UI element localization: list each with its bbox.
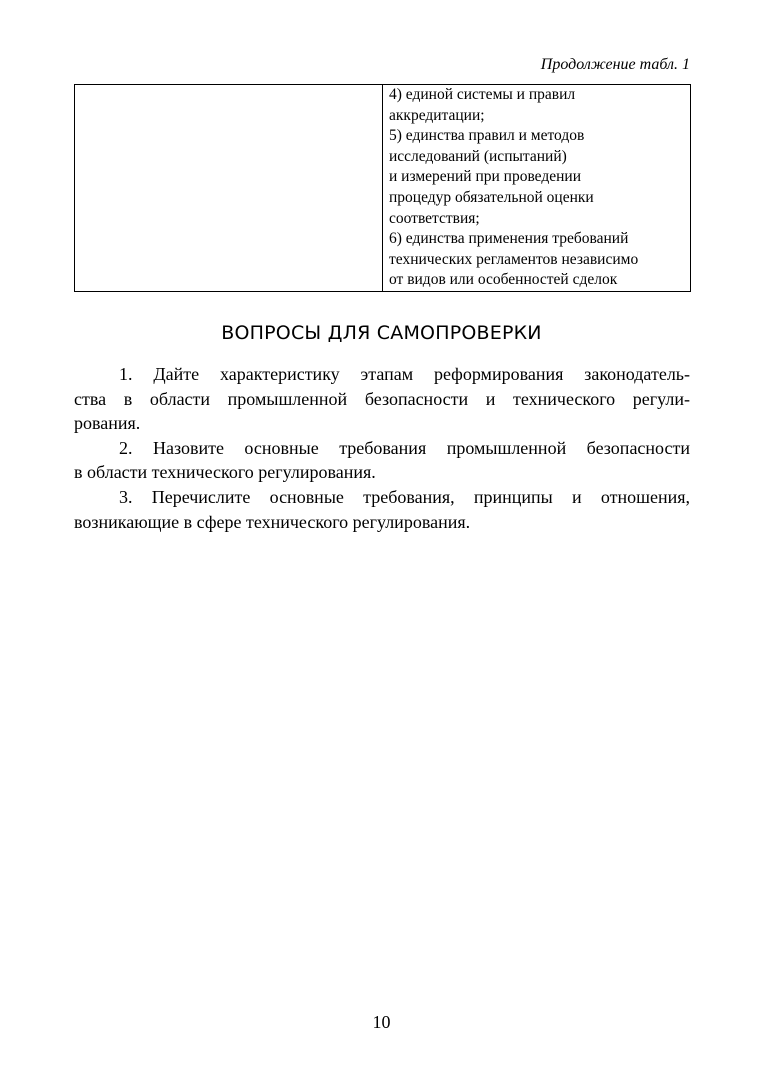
self-check-questions bbox=[74, 362, 690, 534]
cell-line: от видов или особенностей сделок bbox=[389, 271, 618, 289]
question-3 bbox=[74, 485, 690, 534]
page-number: 10 bbox=[372, 1012, 391, 1032]
question-line: 2. Назовите основные требования промышленной безопасности bbox=[119, 437, 690, 458]
question-line: возникающие в сфере технического регулирования. bbox=[74, 511, 471, 532]
requirements-list bbox=[383, 85, 690, 291]
question-line: ства в области промышленной безопасности и технического регули- bbox=[74, 388, 690, 409]
cell-line: процедур обязательной оценки bbox=[389, 188, 594, 206]
cell-line: соответствия; bbox=[389, 209, 480, 227]
cell-line: аккредитации; bbox=[389, 106, 485, 124]
table-continuation-label: Продолжение табл. 1 bbox=[540, 56, 690, 73]
question-line: 3. Перечислите основные требования, принципы и отношения, bbox=[119, 486, 690, 507]
question-1 bbox=[74, 362, 690, 436]
cell-line: 5) единства правил и методов bbox=[389, 127, 585, 145]
cell-line: 6) единства применения требований bbox=[389, 230, 629, 248]
table-row bbox=[75, 85, 691, 292]
cell-line: исследований (испытаний) bbox=[389, 147, 567, 165]
table-cell-left bbox=[75, 85, 383, 292]
cell-line: и измерений при проведении bbox=[389, 168, 582, 186]
continued-table bbox=[74, 84, 691, 292]
question-line: 1. Дайте характеристику этапам реформирования законодатель- bbox=[119, 364, 690, 384]
table-cell-right bbox=[383, 85, 691, 292]
cell-line: 4) единой системы и правил bbox=[389, 86, 576, 103]
section-heading: ВОПРОСЫ ДЛЯ САМОПРОВЕРКИ bbox=[221, 322, 542, 344]
question-2 bbox=[74, 436, 690, 485]
question-line: в области технического регулирования. bbox=[74, 462, 376, 483]
question-line: рования. bbox=[74, 413, 141, 434]
cell-line: технических регламентов независимо bbox=[389, 250, 639, 268]
